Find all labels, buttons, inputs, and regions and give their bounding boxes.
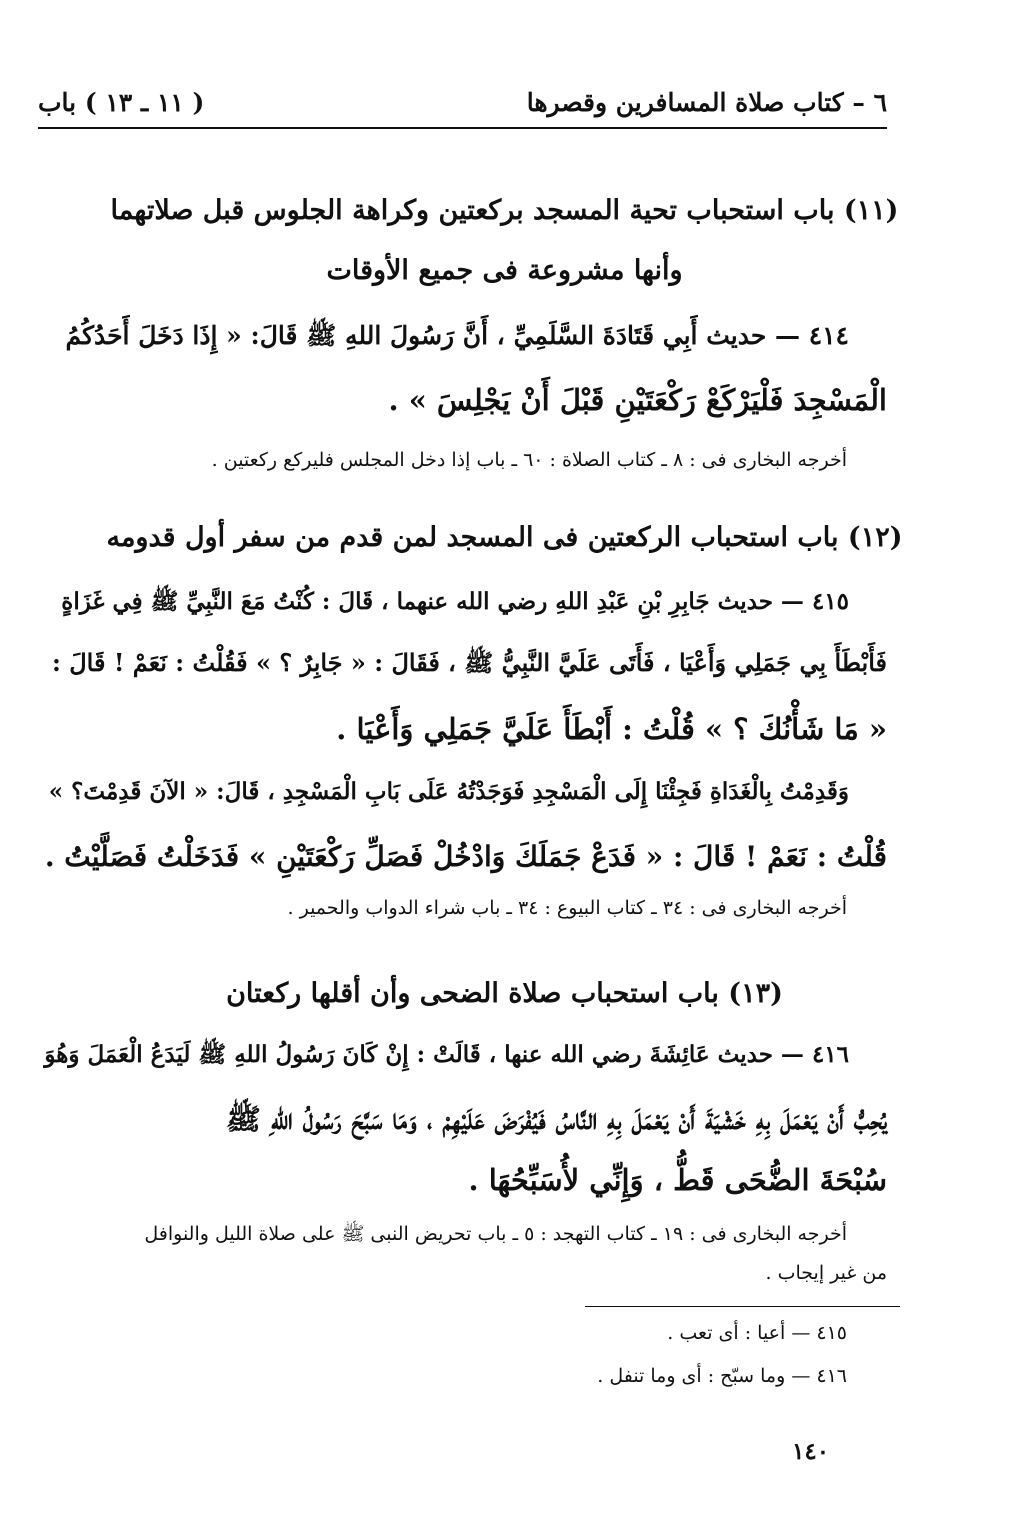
- footnote: ٤١٥ — أعيا : أى تعب .: [667, 1322, 847, 1344]
- hadith-line: قُلْتُ : نَعَمْ ! قَالَ : « فَدَعْ جَمَلَكَ وَادْخُلْ فَصَلِّ رَكْعَتَيْنِ » فَدَخَلْتُ فَصَلَّيْتُ .: [44, 840, 887, 873]
- chapter-title: (١١) باب استحباب تحية المسجد بركعتين وكراهة الجلوس قبل صلاتهما: [110, 195, 899, 226]
- chapter-title: وأنها مشروعة فى جميع الأوقات: [326, 255, 683, 286]
- source-citation: أخرجه البخارى فى : ١٩ ـ كتاب التهجد : ٥ ـ باب تحريض النبى ﷺ على صلاة الليل والنوافل: [144, 1223, 847, 1245]
- hadith-line: الْمَسْجِدَ فَلْيَرْكَعْ رَكْعَتَيْنِ قَبْلَ أَنْ يَجْلِسَ » .: [388, 383, 887, 417]
- hadith-line: ٤١٦ — حديث عَائِشَةَ رضي الله عنها ، قَالَتْ : إِنْ كَانَ رَسُولُ اللهِ ﷺ لَيَدَعُ الْعَمَلَ وَهُوَ: [44, 1041, 849, 1068]
- hadith-line: ٤١٥ — حديث جَابِرِ بْنِ عَبْدِ اللهِ رضي الله عنهما ، قَالَ : كُنْتُ مَعَ النَّبِيِّ ﷺ فِي غَزَاةٍ: [61, 588, 849, 615]
- hadith-line: فَأَبْطَأَ بِي جَمَلِي وَأَعْيَا ، فَأَتَى عَلَيَّ النَّبِيُّ ﷺ ، فَقَالَ : « جَابِرٌ ؟ » فَقُلْتُ : نَعَمْ ! قَالَ :: [52, 648, 887, 677]
- hadith-line: وَقَدِمْتُ بِالْغَدَاةِ فَجِئْنَا إِلَى الْمَسْجِدِ فَوَجَدْتُهُ عَلَى بَابِ الْمَسْجِدِ ، قَالَ: « الآنَ قَدِمْتَ؟ »: [48, 778, 849, 805]
- chapter-title: (١٢) باب استحباب الركعتين فى المسجد لمن قدم من سفر أول قدومه: [106, 522, 903, 553]
- running-header: [38, 82, 887, 122]
- chapter-title: (١٣) باب استحباب صلاة الضحى وأن أقلها ركعتان: [226, 978, 783, 1009]
- hadith-line: يُحِبُّ أَنْ يَعْمَلَ بِهِ خَشْيَةَ أَنْ يَعْمَلَ بِهِ النَّاسُ فَيُفْرَضَ عَلَيْهِمْ ، وَمَا سَبَّحَ رَسُولُ اللهِ ﷺ: [225, 1102, 887, 1136]
- footnote: ٤١٦ — وما سبّح : أى وما تنفل .: [597, 1365, 847, 1387]
- hadith-line: سُبْحَةَ الضُّحَى قَطُّ ، وَإِنِّي لأُسَبِّحُهَا .: [468, 1163, 887, 1197]
- header-rule: [38, 127, 887, 129]
- source-citation: أخرجه البخارى فى : ٨ ـ كتاب الصلاة : ٦٠ ـ باب إذا دخل المجلس فليركع ركعتين .: [211, 449, 847, 471]
- page-number: ١٤٠: [792, 1438, 830, 1465]
- footnote-separator: [585, 1306, 900, 1307]
- hadith-line: ٤١٤ — حديث أَبِي قَتَادَةَ السَّلَمِيِّ ، أَنَّ رَسُولَ اللهِ ﷺ قَالَ: « إِذَا دَخَلَ أَحَدُكُمُ: [65, 321, 849, 350]
- source-citation: من غير إيجاب .: [765, 1262, 887, 1284]
- header-book-title: ٦ – كتاب صلاة المسافرين وقصرها: [526, 87, 887, 117]
- source-citation: أخرجه البخارى فى : ٣٤ ـ كتاب البيوع : ٣٤ ـ باب شراء الدواب والحمير .: [287, 897, 847, 919]
- hadith-line: « مَا شَأْنُكَ ؟ » قُلْتُ : أَبْطَأَ عَلَيَّ جَمَلِي وَأَعْيَا .: [336, 712, 887, 746]
- header-chapter-range: ( ١١ ـ ١٣ ) باب: [38, 87, 205, 117]
